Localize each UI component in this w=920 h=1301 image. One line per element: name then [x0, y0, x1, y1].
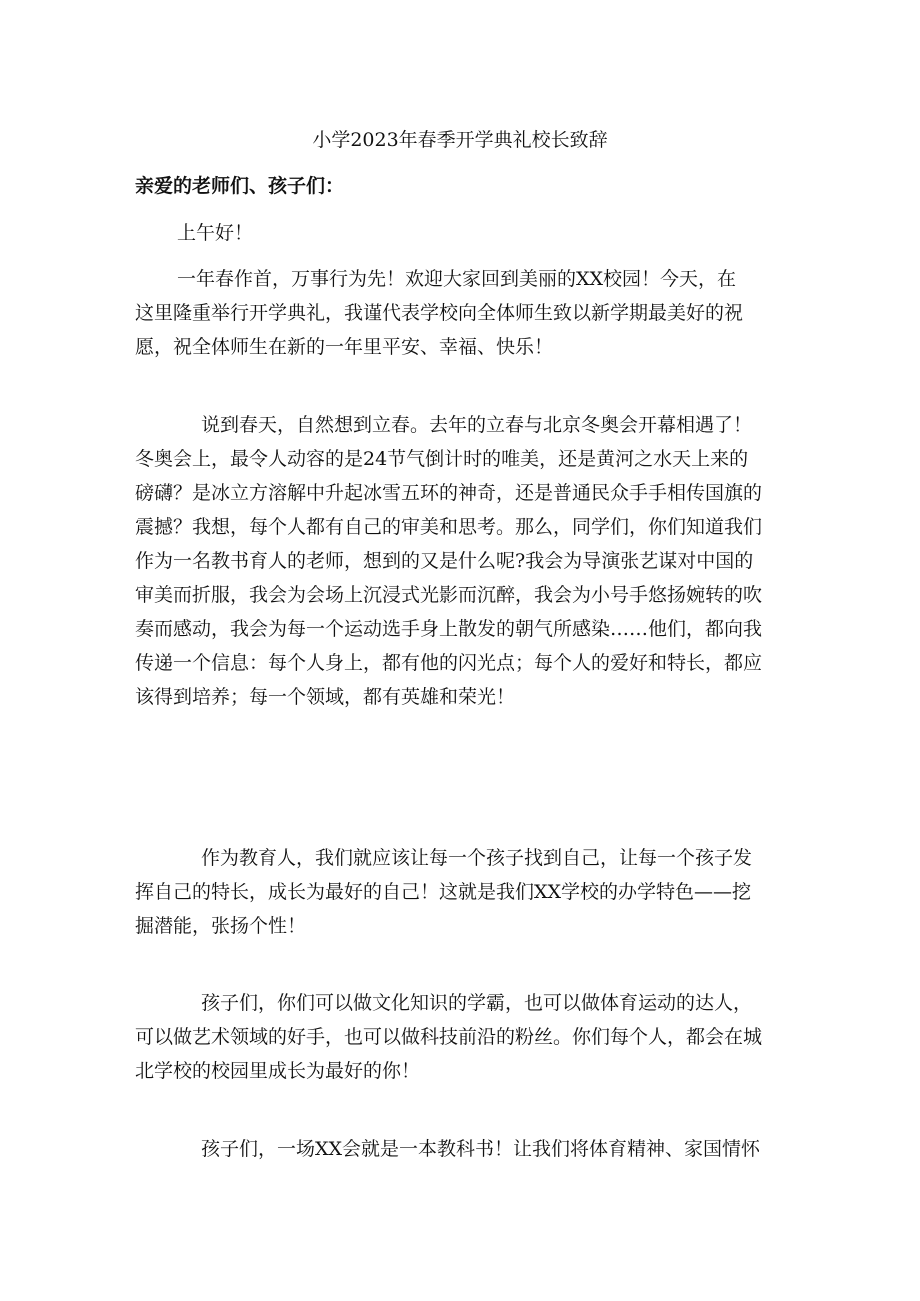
paragraph-line: 北学校的校园里成长为最好的你！ — [135, 1060, 421, 1082]
paragraph-3 — [135, 841, 795, 943]
greeting — [135, 216, 795, 250]
paragraph-line: 传递一个信息：每个人身上，都有他的闪光点；每个人的爱好和特长，都应 — [135, 652, 763, 674]
paragraph-line: 作为一名教书育人的老师，想到的又是什么呢?我会为导演张艺谋对中国的 — [135, 550, 754, 572]
paragraph-4 — [135, 986, 795, 1088]
paragraph-line: 愿，祝全体师生在新的一年里平安、幸福、快乐！ — [135, 336, 554, 358]
paragraph-line: 掘潜能，张扬个性！ — [135, 915, 307, 937]
paragraph-1 — [135, 262, 795, 364]
paragraph-line: 审美而折服，我会为会场上沉浸式光影而沉醉，我会为小号手悠扬婉转的吹 — [135, 584, 763, 606]
paragraph-line: 说到春天，自然想到立春。去年的立春与北京冬奥会开幕相遇了！ — [201, 414, 753, 436]
paragraph-line: 挥自己的特长，成长为最好的自己！这就是我们XX学校的办学特色——挖 — [135, 881, 752, 903]
paragraph-line: 一年春作首，万事行为先！欢迎大家回到美丽的XX校园！今天，在 — [177, 268, 737, 290]
paragraph-line: 作为教育人，我们就应该让每一个孩子找到自己，让每一个孩子发 — [201, 847, 753, 869]
paragraph-line: 冬奥会上，最令人动容的是24节气倒计时的唯美，还是黄河之水天上来的 — [135, 448, 749, 470]
paragraph-line: 该得到培养；每一个领域，都有英雄和荣光！ — [135, 686, 516, 708]
paragraph-line: 这里隆重举行开学典礼，我谨代表学校向全体师生致以新学期最美好的祝 — [135, 302, 744, 324]
paragraph-line: 孩子们，你们可以做文化知识的学霸，也可以做体育运动的达人， — [201, 992, 753, 1014]
paragraph-line: 可以做艺术领域的好手，也可以做科技前沿的粉丝。你们每个人，都会在城 — [135, 1026, 763, 1048]
paragraph-5 — [135, 1132, 795, 1166]
paragraph-line: 磅礴？是冰立方溶解中升起冰雪五环的神奇，还是普通民众手手相传国旗的 — [135, 482, 763, 504]
paragraph-line: 震撼？我想，每个人都有自己的审美和思考。那么，同学们，你们知道我们 — [135, 516, 763, 538]
salutation: 亲爱的老师们、孩子们： — [135, 175, 345, 197]
paragraph-line: 孩子们，一场XX会就是一本教科书！让我们将体育精神、家国情怀 — [201, 1138, 761, 1160]
paragraph-line: 奏而感动，我会为每一个运动选手身上散发的朝气所感染……他们，都向我 — [135, 618, 763, 640]
page-title: 小学2023年春季开学典礼校长致辞 — [312, 129, 608, 151]
greeting-line: 上午好！ — [177, 222, 254, 244]
paragraph-2 — [135, 408, 795, 714]
